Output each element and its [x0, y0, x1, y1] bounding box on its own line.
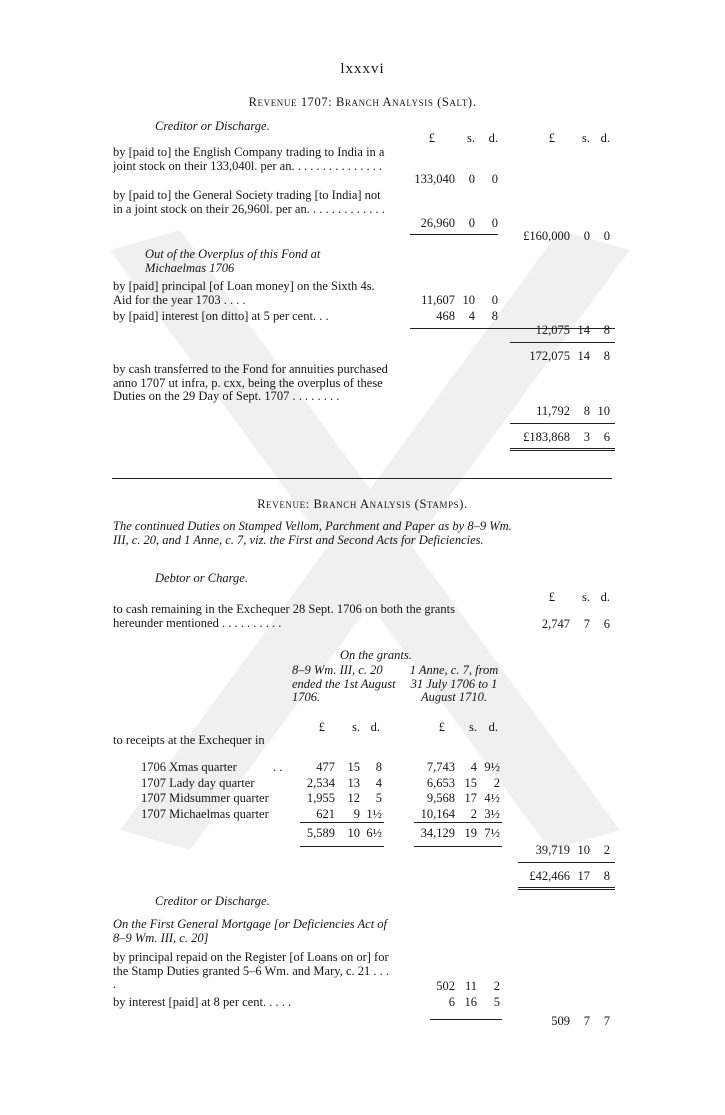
- quarter-g1-shillings: 13: [347, 775, 360, 790]
- stamps-heading: Revenue: Branch Analysis (Stamps).: [257, 497, 468, 511]
- g1-total-pounds: 5,589: [306, 826, 335, 840]
- quarter-dots: . .: [273, 760, 283, 774]
- discharge-total-pounds: 509: [551, 1014, 570, 1028]
- col-head-pounds-1: £: [428, 131, 435, 145]
- grant1-heading: 8–9 Wm. III, c. 20 ended the 1st August 1706.: [292, 663, 396, 704]
- quarter-g1-pence: 4: [375, 775, 382, 790]
- salt-subtotal2-pounds: 12,075: [535, 323, 570, 337]
- col-head-pence-2: d.: [600, 131, 610, 145]
- salt-item1-pence: 0: [491, 172, 498, 186]
- salt-item1-pounds: 133,040: [414, 172, 455, 186]
- stamps-col-head-pounds: £: [548, 590, 555, 604]
- salt-subtotal3-shillings: 14: [577, 349, 590, 363]
- salt-subtotal3-pence: 8: [603, 349, 610, 363]
- g1-head-pounds: £: [318, 720, 325, 734]
- salt-item5-shillings: 8: [583, 404, 590, 418]
- g2-head-shillings: s.: [469, 720, 477, 734]
- quarter-g2-shillings: 15: [464, 775, 477, 790]
- salt-creditor-label: Creditor or Discharge.: [155, 119, 270, 133]
- principal-shillings: 11: [464, 979, 477, 993]
- quarter-name: 1707 Lady day quarter: [141, 775, 255, 790]
- quarter-name: 1706 Xmas quarter: [141, 760, 237, 774]
- col-head-pence-1: d.: [488, 131, 498, 145]
- g1-total-shillings: 10: [347, 826, 360, 840]
- quarter-g2-pounds: 9,568: [426, 791, 455, 805]
- quarter-name: 1707 Michaelmas quarter: [141, 806, 269, 821]
- salt-heading: Revenue 1707: Branch Analysis (Salt).: [248, 95, 477, 109]
- stamps-rule-total: [518, 862, 615, 863]
- g2-total-shillings: 19: [464, 826, 477, 840]
- quarter-g1-pounds: 1,955: [306, 791, 335, 805]
- salt-item3-pence: 0: [491, 293, 498, 307]
- salt-item3-pounds: 11,607: [421, 293, 455, 307]
- salt-subtotal2-pence: 8: [603, 323, 610, 337]
- g1-head-shillings: s.: [352, 720, 360, 734]
- salt-item-english-company: by [paid to] the English Company trading to India in a joint stock on their 133,040l. per an. . . . . . . . . . . . . . .: [113, 145, 385, 173]
- grant2-heading: 1 Anne, c. 7, from 31 July 1706 to 1 August 1710.: [409, 663, 499, 704]
- quarter-g1-pence: 1½: [366, 806, 382, 821]
- stamps-cash-pence: 6: [603, 617, 610, 631]
- quarter-g2-pence: 2: [493, 775, 500, 790]
- discharge-total-shillings: 7: [583, 1014, 590, 1028]
- salt-item-cash-transferred: by cash transferred to the Fond for annuities purchased anno 1707 ut infra, p. cxx, being the overplus of these Duties on the 29 Day of Sept. 1707 . . . . . . . .: [113, 362, 388, 403]
- receipts-total-shillings: 10: [577, 843, 590, 857]
- quarter-g1-pounds: 621: [316, 806, 335, 821]
- stamps-intro: The continued Duties on Stamped Vellom, Parchment and Paper as by 8–9 Wm. III, c. 20, and 1 Anne, c. 7, viz. the First and Second Acts for Deficiencies.: [113, 519, 512, 547]
- col-head-shillings-1: s.: [467, 131, 475, 145]
- salt-rule-4: [510, 423, 615, 424]
- quarter-g2-pounds: 10,164: [420, 806, 455, 821]
- charge-total-pence: 8: [603, 869, 610, 883]
- quarter-g1-pounds: 477: [316, 760, 335, 774]
- salt-subtotal1-shillings: 0: [583, 229, 590, 243]
- salt-item4-shillings: 4: [468, 309, 475, 323]
- salt-item-general-society: by [paid to] the General Society trading [to India] not in a joint stock on their 26,960l. per an. . . . . . . . . . . . .: [113, 188, 385, 216]
- charge-double-rule: [518, 887, 615, 890]
- quarter-g2-pence: 4½: [484, 791, 500, 805]
- stamps-principal: by principal repaid on the Register [of Loans on or] for the Stamp Duties granted 5–6 Wm. and Mary, c. 21 . . . .: [113, 950, 389, 991]
- g1-rule-2: [300, 846, 384, 847]
- salt-total-pounds: £183,868: [523, 430, 570, 444]
- charge-total-shillings: 17: [577, 869, 590, 883]
- g2-rule-2: [414, 846, 502, 847]
- g2-head-pounds: £: [438, 720, 445, 734]
- salt-item2-pounds: 26,960: [420, 216, 455, 230]
- quarter-g1-shillings: 9: [353, 806, 360, 821]
- receipts-label: to receipts at the Exchequer in: [113, 733, 265, 747]
- col-head-pounds-2: £: [548, 131, 555, 145]
- salt-item2-pence: 0: [491, 216, 498, 230]
- salt-item-principal: by [paid] principal [of Loan money] on the Sixth 4s. Aid for the year 1703 . . . .: [113, 279, 375, 307]
- quarter-g2-pounds: 6,653: [426, 775, 455, 790]
- stamps-debtor-label: Debtor or Charge.: [155, 571, 248, 585]
- salt-item4-pounds: 468: [436, 309, 455, 323]
- principal-pence: 2: [493, 979, 500, 993]
- salt-item2-shillings: 0: [468, 216, 475, 230]
- salt-rule-1: [410, 234, 498, 235]
- mortgage-heading: On the First General Mortgage [or Deficiencies Act of 8–9 Wm. III, c. 20]: [113, 917, 388, 945]
- salt-item-interest: by [paid] interest [on ditto] at 5 per cent. . .: [113, 309, 329, 323]
- receipts-total-pounds: 39,719: [535, 843, 570, 857]
- quarter-g1-shillings: 15: [347, 760, 360, 774]
- quarter-g2-pence: 9½: [484, 760, 500, 774]
- quarter-g2-shillings: 17: [464, 791, 477, 805]
- quarter-g1-pence: 5: [375, 791, 382, 805]
- salt-subtotal1-pounds: £160,000: [523, 229, 570, 243]
- g2-head-pence: d.: [488, 720, 498, 734]
- salt-item3-shillings: 10: [462, 293, 475, 307]
- salt-subtotal3-pounds: 172,075: [529, 349, 570, 363]
- g1-total-pence: 6½: [366, 826, 382, 840]
- stamps-creditor-label: Creditor or Discharge.: [155, 894, 270, 908]
- salt-overplus-heading: Out of the Overplus of this Fond at Michaelmas 1706: [145, 247, 321, 275]
- discharge-rule: [430, 1019, 502, 1020]
- stamps-cash-pounds: 2,747: [541, 617, 570, 631]
- salt-total-shillings: 3: [583, 430, 590, 444]
- stamps-interest: by interest [paid] at 8 per cent. . . . .: [113, 995, 292, 1009]
- quarter-g2-shillings: 4: [470, 760, 477, 774]
- salt-item5-pounds: 11,792: [536, 404, 570, 418]
- quarter-g1-shillings: 12: [347, 791, 360, 805]
- quarter-g2-pounds: 7,743: [426, 760, 455, 774]
- grants-heading: On the grants.: [340, 648, 412, 662]
- stamps-col-head-shillings: s.: [582, 590, 590, 604]
- stamps-cash-remaining: to cash remaining in the Exchequer 28 Sept. 1706 on both the grants hereunder mentioned . . . . . . . . . .: [113, 602, 455, 630]
- section-divider: [112, 478, 612, 479]
- stamps-col-head-pence: d.: [600, 590, 610, 604]
- salt-subtotal2-shillings: 14: [577, 323, 590, 337]
- g2-total-pence: 7½: [484, 826, 500, 840]
- interest-pence: 5: [493, 995, 500, 1009]
- quarter-g1-pounds: 2,534: [306, 775, 335, 790]
- discharge-total-pence: 7: [603, 1014, 610, 1028]
- salt-rule-3: [510, 342, 615, 343]
- salt-item5-pence: 10: [597, 404, 610, 418]
- charge-total-pounds: £42,466: [529, 869, 570, 883]
- interest-shillings: 16: [464, 995, 477, 1009]
- interest-pounds: 6: [448, 995, 455, 1009]
- quarter-name: 1707 Midsummer quarter: [141, 791, 269, 805]
- g1-rule: [300, 822, 384, 823]
- page-number: lxxxvi: [340, 61, 385, 77]
- salt-item4-pence: 8: [491, 309, 498, 323]
- principal-pounds: 502: [436, 979, 455, 993]
- g1-head-pence: d.: [370, 720, 380, 734]
- g2-total-pounds: 34,129: [420, 826, 455, 840]
- col-head-shillings-2: s.: [582, 131, 590, 145]
- salt-total-pence: 6: [603, 430, 610, 444]
- quarter-g1-pence: 8: [375, 760, 382, 774]
- quarter-g2-shillings: 2: [470, 806, 477, 821]
- g2-rule: [414, 822, 502, 823]
- stamps-cash-shillings: 7: [583, 617, 590, 631]
- salt-item1-shillings: 0: [468, 172, 475, 186]
- quarter-g2-pence: 3½: [484, 806, 500, 821]
- receipts-total-pence: 2: [603, 843, 610, 857]
- salt-double-rule: [510, 448, 615, 451]
- salt-subtotal1-pence: 0: [603, 229, 610, 243]
